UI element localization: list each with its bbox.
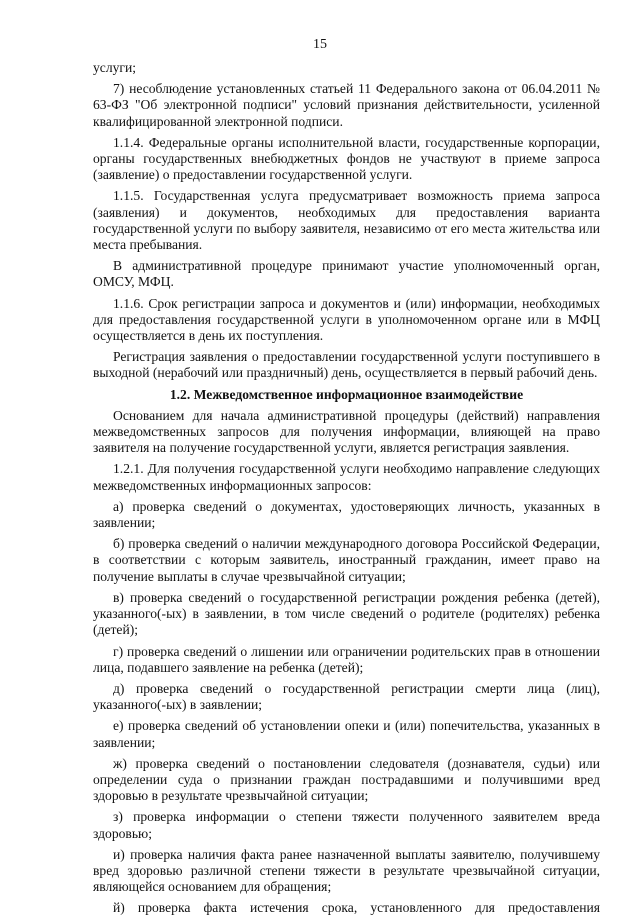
paragraph: 1.1.6. Срок регистрации запроса и документов и (или) информации, необходимых для предоставления государственной услуги в уполномоченном органе или в МФЦ осуществляется в день их поступления. xyxy=(93,295,600,344)
paragraph: 1.1.5. Государственная услуга предусматривает возможность приема запроса (заявления) и документов, необходимых для предоставления варианта государственной услуги по выбору заявителя, независимо от его места жительства или места пребывания. xyxy=(93,188,600,253)
paragraph: 7) несоблюдение установленных статьей 11 Федерального закона от 06.04.2011 № 63-ФЗ "Об электронной подписи" условий признания действительности, усиленной квалифицированной электронной подписи. xyxy=(93,81,600,129)
paragraph: Регистрация заявления о предоставлении государственной услуги поступившего в выходной (нерабочий или праздничный) день, осуществляется в первый рабочий день. xyxy=(93,349,600,381)
page-number: 15 xyxy=(313,37,327,52)
list-item: д) проверка сведений о государственной регистрации смерти лица (лиц), указанного(-ых) в заявлении; xyxy=(93,680,600,713)
paragraph: В административной процедуре принимают участие уполномоченный орган, ОМСУ, МФЦ. xyxy=(93,258,600,290)
paragraph: 1.1.4. Федеральные органы исполнительной власти, государственные корпорации, органы государственных внебюджетных фондов не участвуют в приеме запроса (заявление) о предоставлении государственной услуги. xyxy=(93,134,600,183)
section-heading: 1.2. Межведомственное информационное взаимодействие xyxy=(169,386,524,402)
paragraph: 1.2.1. Для получения государственной услуги необходимо направление следующих межведомственных информационных запросов: xyxy=(93,461,600,493)
list-item: б) проверка сведений о наличии международного договора Российской Федерации, в соответствии с которым заявитель, иностранный гражданин, имеет право на получение выплаты в случае чрезвычайной ситуации; xyxy=(93,536,600,584)
list-item: а) проверка сведений о документах, удостоверяющих личность, указанных в заявлении; xyxy=(93,498,600,531)
list-item: г) проверка сведений о лишении или ограничении родительских прав в отношении лица, подавшего заявление на ребенка (детей); xyxy=(93,643,600,675)
list-item: в) проверка сведений о государственной регистрации рождения ребенка (детей), указанного(-ых) в заявлении, в том числе сведений о родителе (родителях) ребенка (детей); xyxy=(93,589,600,638)
document-body xyxy=(93,60,600,917)
paragraph: услуги; xyxy=(93,60,137,75)
list-item: и) проверка наличия факта ранее назначенной выплаты заявителю, получившему вред здоровью различной степени тяжести в результате чрезвычайной ситуации, являющейся основанием для обращения; xyxy=(93,846,600,895)
list-item: е) проверка сведений об установлении опеки и (или) попечительства, указанных в заявлении; xyxy=(93,718,600,750)
list-item: з) проверка информации о степени тяжести полученного заявителем вреда здоровью; xyxy=(93,809,600,841)
paragraph: Основанием для начала административной процедуры (действий) направления межведомственных запросов для получения информации, влияющей на право заявителя на получение государственной услуги, является регистрация заявления. xyxy=(93,407,600,456)
list-item: ж) проверка сведений о постановлении следователя (дознавателя, судьи) или определении суда о признании граждан пострадавшими и получившими вред здоровью в результате чрезвычайной ситуации; xyxy=(93,755,600,804)
list-item: й) проверка факта истечения срока, установленного для предоставления xyxy=(113,900,600,916)
